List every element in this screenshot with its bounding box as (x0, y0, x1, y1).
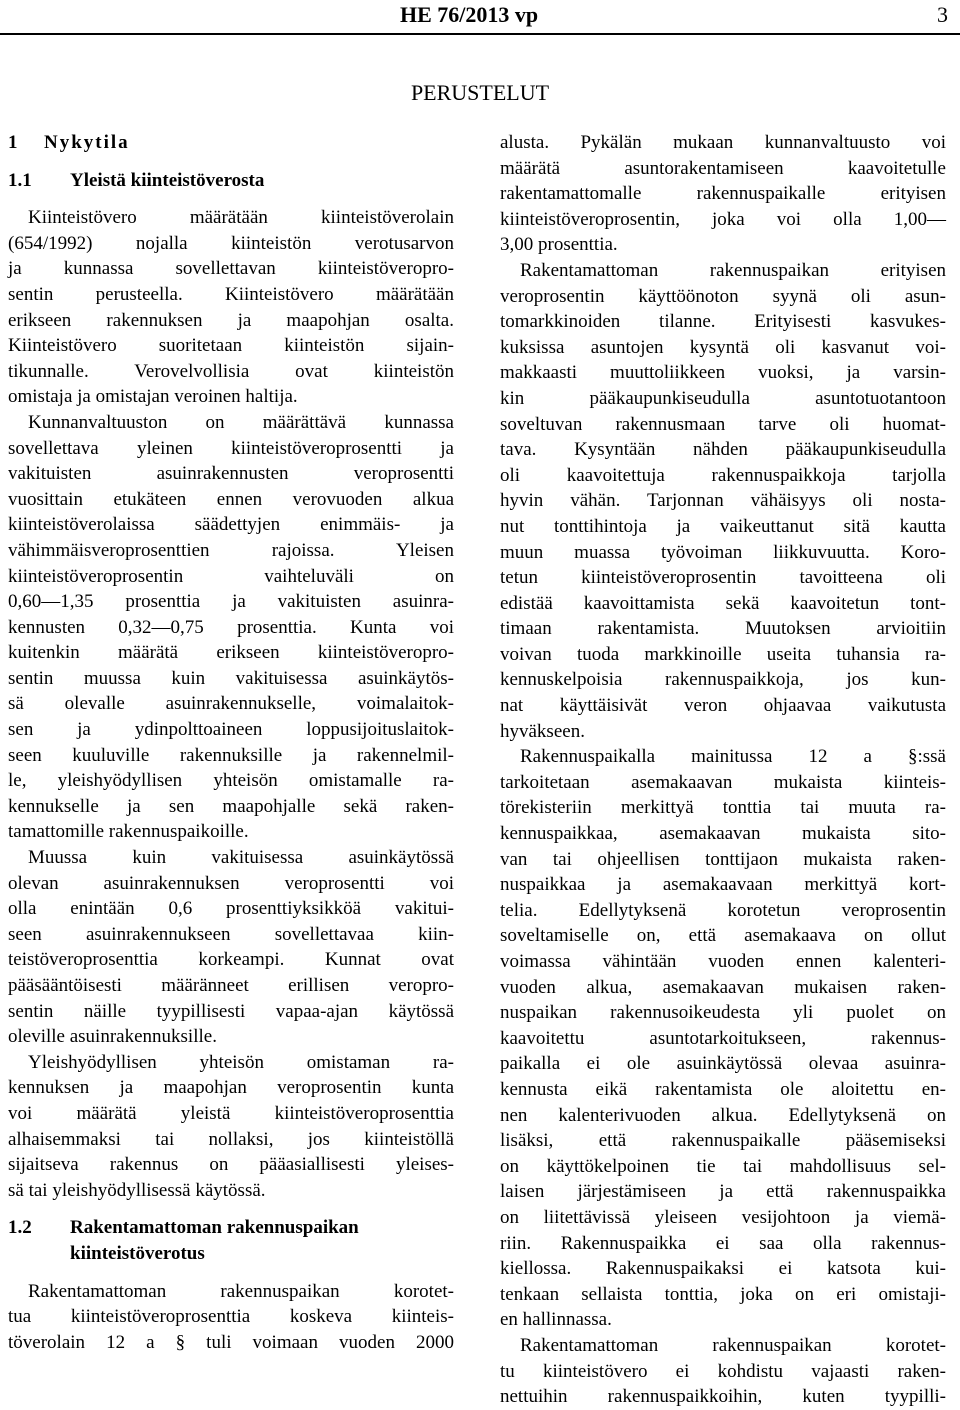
text-line: lisäksi, että rakennuspaikalle pääsemiseksi (500, 1130, 946, 1152)
text-line: alhaisemmaksi tai nollaksi, jos kiinteistöllä (8, 1128, 454, 1150)
text-line: voimassa vähintään vuoden ennen kalenteri- (500, 951, 946, 972)
text-line: voivan tuoda markkinoille useita tuhansia ra- (500, 643, 946, 665)
text-line: en hallinnassa. (500, 1309, 612, 1331)
text-line: rakentamattomalle rakennuspaikalle erityisen (500, 183, 946, 205)
text-line: kin pääkaupunkiseudulla asuntotuotantoon (500, 387, 946, 409)
text-line: vuosittain etukäteen ennen verovuoden alkua (8, 488, 454, 510)
text-line: soveltuvan rakennusmaan tarve oli huomat- (500, 413, 946, 435)
text-line: soveltamiselle on, että asemakaava on ollut (500, 925, 946, 947)
text-line: kennuspaikkaa, asemakaavan mukaista sito- (500, 823, 946, 845)
text-line: Yleishyödyllisen yhteisön omistaman ra- (28, 1051, 454, 1073)
left-column (8, 130, 454, 1355)
text-line: nut tonttihintoja ja vaikeuttanut sitä kautta (500, 515, 946, 537)
text-line: oleville asuinrakennuksille. (8, 1026, 217, 1048)
text-line: omistaja ja omistajan veroinen haltija. (8, 386, 298, 408)
text-line: olevan asuinrakennuksen veroprosentti voi (8, 872, 454, 894)
text-line: tamattomille rakennuspaikoille. (8, 821, 249, 843)
text-line: kiinteistöveroprosentin, joka voi olla 1,00— (500, 208, 946, 230)
text-line: on käyttökelpoinen tie tai mahdollisuus sel- (500, 1155, 946, 1177)
heading-number: 1.2 (8, 1217, 32, 1239)
text-line: kiinteistöverolaissa säädettyjen enimmäis- ja (8, 514, 454, 536)
text-line: kuksissa asuntojen kysyntä oli kasvanut voi- (500, 336, 946, 358)
text-line: makkaasti muuttoliikkeen vuoksi, ja varsin- (500, 362, 946, 384)
text-line: seen kuuluville rakennuksille ja rakennelmil- (8, 744, 454, 766)
text-line: laisen järjestämiseen ja että rakennuspaikka (500, 1181, 946, 1203)
text-line: sentin perusteella. Kiinteistövero määrätään (8, 283, 454, 305)
text-line: kuitenkin määrätä erikseen kiinteistöveropro- (8, 642, 454, 664)
text-line: sovellettava yleinen kiinteistöveroprosentti ja (8, 437, 454, 459)
text-line: nat käyttäisivät veron ohjaavaa vaikutusta (500, 695, 946, 717)
text-line: muun muassa työvoiman liikkuvuutta. Koro- (500, 541, 946, 563)
right-column (500, 130, 946, 1410)
document-id: HE 76/2013 vp (400, 2, 539, 27)
text-line: Kiinteistövero suoritetaan kiinteistön sijain- (8, 335, 454, 357)
heading-number: 1 (8, 132, 20, 153)
text-line: Kiinteistövero määrätään kiinteistöverolain (28, 207, 454, 229)
text-line: erikseen rakennuksen ja maapohjan osalta. (8, 309, 454, 331)
text-line: (654/1992) nojalla kiinteistön verotusarvon (8, 232, 454, 254)
text-line: tava. Kysyntään nähden pääkaupunkiseudulla (500, 439, 946, 461)
text-line: nen kalenterivuoden alkua. Edellytyksenä on (500, 1104, 946, 1126)
section-title: PERUSTELUT (410, 80, 550, 105)
text-line: kennukselle ja sen maapohjalle sekä raken- (8, 795, 454, 817)
text-line: tu kiinteistövero ei kohdistu vajaasti raken- (500, 1360, 946, 1382)
paragraph (500, 130, 946, 258)
text-line: kennusten 0,32—0,75 prosenttia. Kunta voi (8, 616, 454, 638)
heading-text: Nykytila (44, 132, 130, 153)
text-line: törekisteriin merkittyä tonttia tai muuta ra- (500, 797, 946, 819)
text-line: veroprosentin käyttöönoton syynä oli asun- (500, 285, 946, 307)
text-line: seen asuinrakennukseen sovellettavaa kiin- (8, 923, 454, 945)
paragraph (8, 845, 454, 1050)
text-line: vakituisten asuinrakennusten veroprosentti (8, 463, 454, 485)
text-line: Rakentamattoman rakennuspaikan korotet- (520, 1334, 946, 1356)
text-line: Rakentamattoman rakennuspaikan korotet- (28, 1280, 454, 1302)
text-line: tikunnalle. Verovelvollisia ovat kiinteistön (8, 360, 454, 382)
text-line: tenkaan sellaista tonttia, joka on eri omistaji- (500, 1283, 946, 1305)
text-line: olla enintään 0,6 prosenttiyksikköä vakitui- (8, 898, 454, 920)
heading-1-2 (8, 1215, 454, 1241)
text-line: 0,60—1,35 prosenttia ja vakituisten asuinra- (8, 591, 454, 613)
text-line: Rakennuspaikalla mainitussa 12 a §:ssä (520, 746, 946, 768)
text-line: hyvin vähän. Tarjonnan vähäisyys oli nosta- (500, 490, 946, 512)
paragraph (500, 258, 946, 744)
text-line: töverolain 12 a § tuli voimaan vuoden 2000 (8, 1331, 454, 1353)
text-line: telia. Edellytyksenä korotetun veroprosentin (500, 899, 946, 921)
text-line: kiinteistöveroprosentin vaihteluväli on (8, 565, 454, 587)
heading-text: Rakentamattoman rakennuspaikan (70, 1217, 359, 1239)
text-line: kennuksen ja maapohjan veroprosentin kunta (8, 1077, 454, 1099)
text-line: tua kiinteistöveroprosenttia koskeva kiinteis- (8, 1306, 454, 1328)
paragraph (8, 1050, 454, 1204)
text-line: tarkoitetaan asemakaavan mukaista kiinteis- (500, 771, 946, 793)
text-line: paikalla ei ole asuinkäytössä olevaa asuinra- (500, 1053, 946, 1075)
text-line: tomarkkinoiden tilanne. Erityisesti kasvukes- (500, 311, 946, 333)
text-line: tetun kiinteistöveroprosentin tavoitteena oli (500, 567, 946, 589)
text-line: riin. Rakennuspaikka ei saa olla rakennus- (500, 1232, 946, 1254)
paragraph (500, 1333, 946, 1410)
text-line: hyväkseen. (500, 720, 585, 742)
text-line: kaavoitettu asuntotarkoitukseen, rakennus- (500, 1027, 946, 1049)
text-line: sä olevalle asuinrakennukselle, voimalaitok- (8, 693, 454, 715)
text-line: oli kaavoitettuja rakennuspaikkoja tarjolla (500, 464, 946, 486)
text-line: alusta. Pykälän mukaan kunnanvaltuusto voi (500, 132, 946, 153)
text-line: sen ja ydinpolttoaineen loppusijoituslaitok- (8, 719, 454, 741)
text-line: kennusta eikä rakentamista ole aloitettu en- (500, 1078, 946, 1100)
text-line: edistää kaavoittamista sekä kaavoitetun tont- (500, 592, 946, 614)
text-line: 3,00 prosenttia. (500, 234, 618, 256)
text-line: ja kunnassa sovellettavan kiinteistöveropro- (8, 258, 454, 280)
text-line: Muussa kuin vakituisessa asuinkäytössä (28, 847, 454, 869)
text-line: Rakentamattoman rakennuspaikan erityisen (520, 259, 946, 281)
text-line: le, yleishyödyllisen yhteisön omistamalle ra- (8, 770, 454, 792)
text-line: sentin muussa kuin vakituisessa asuinkäytös- (8, 667, 454, 689)
heading-text: kiinteistöverotus (70, 1242, 205, 1264)
heading-number: 1.1 (8, 169, 32, 191)
text-line: vuoden alkua, asemakaavan mukaisen raken- (500, 976, 946, 998)
heading-text: Yleistä kiinteistöverosta (70, 169, 265, 191)
paragraph (8, 410, 454, 845)
text-line: vähimmäisveroprosenttien rajoissa. Yleisen (8, 539, 454, 561)
paragraph (500, 744, 946, 1333)
heading-1-2-continued (8, 1241, 454, 1267)
text-line: timaan rakentamista. Muutoksen arvioitiin (500, 618, 946, 640)
text-line: voi määrätä yleistä kiinteistöveroprosenttia (8, 1102, 454, 1124)
text-line: teistöveroprosenttia korkeampi. Kunnat ovat (8, 949, 454, 971)
text-line: Kunnanvaltuuston on määrättävä kunnassa (28, 411, 454, 433)
heading-1-1 (8, 168, 454, 194)
paragraph (8, 205, 454, 410)
text-line: määrätä asuntorakentamiseen kaavoitetulle (500, 157, 946, 179)
text-line: sijaitseva rakennus on pääasiallisesti yleises- (8, 1154, 454, 1176)
text-line: on liitettävissä yleiseen vesijohtoon ja viemä- (500, 1206, 946, 1228)
paragraph (8, 1279, 454, 1356)
heading-nykytila (8, 130, 454, 156)
text-line: sentin näille tyypillisesti vapaa-ajan käytössä (8, 1000, 454, 1022)
header-rule (0, 33, 960, 35)
text-line: sä tai yleishyödyllisessä käytössä. (8, 1179, 266, 1201)
text-line: kiellossa. Rakennuspaikaksi ei katsota kui- (500, 1258, 946, 1280)
page-number: 3 (937, 2, 948, 27)
text-line: van tai ohjeellisen tonttijaon mukaista raken- (500, 848, 946, 870)
text-line: nuspaikan rakennusoikeudesta yli puolet on (500, 1002, 946, 1024)
text-line: pääsääntöisesti määränneet erillisen veropro- (8, 975, 454, 996)
text-line: nettuihin rakennuspaikkoihin, kuten tyypilli- (500, 1386, 946, 1408)
text-line: kennuskelpoisia rakennuspaikkoja, jos kun- (500, 669, 946, 691)
text-line: nuspaikkaa ja asemakaavaan merkittyä kort- (500, 874, 946, 896)
